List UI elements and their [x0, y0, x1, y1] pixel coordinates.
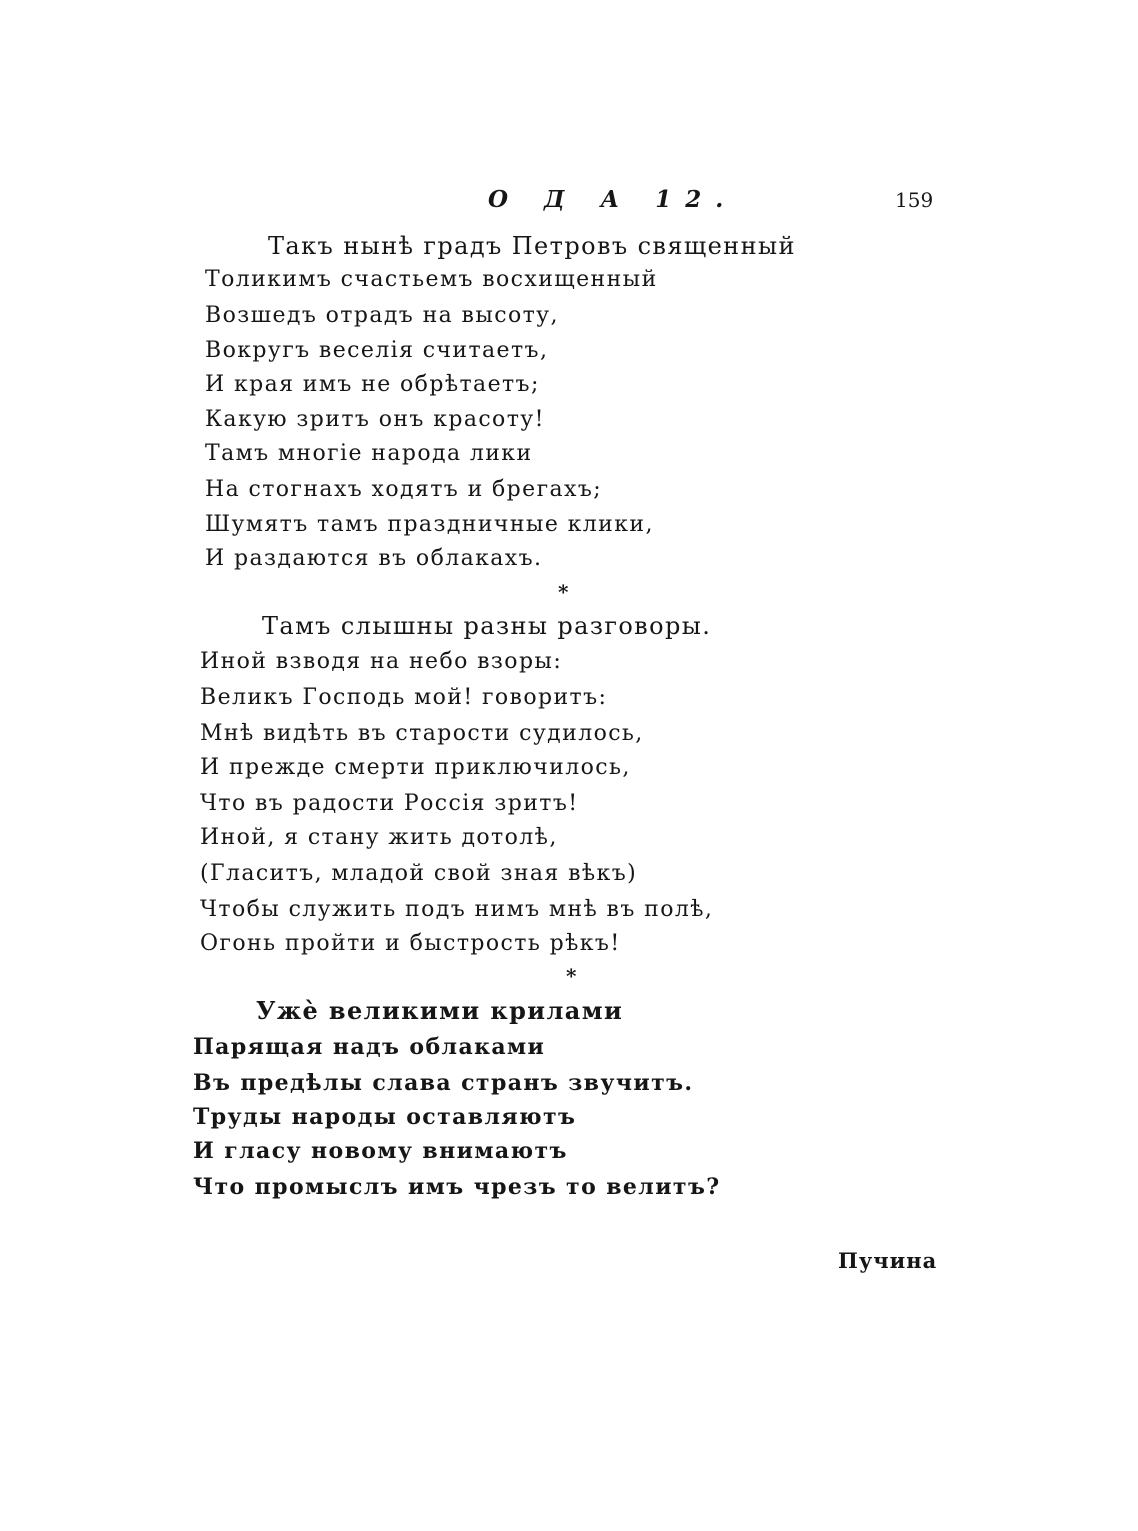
verse-line: (Гласитъ, младой свой зная вѣкъ)	[200, 861, 638, 886]
stanza-separator: *	[566, 964, 577, 988]
verse-line: Въ предѣлы слава странъ звучитъ.	[193, 1070, 694, 1096]
verse-line: Тамъ многіе народа лики	[205, 441, 533, 466]
verse-line: Иной, я стану жить дотолѣ,	[200, 825, 558, 850]
verse-line: Тамъ слышны разны разговоры.	[262, 612, 712, 640]
verse-line: Мнѣ видѣть въ старости судилось,	[200, 721, 644, 746]
verse-line: На стогнахъ ходятъ и брегахъ;	[205, 477, 603, 502]
verse-line: Какую зритъ онъ красоту!	[205, 407, 545, 432]
verse-line: Огонь пройти и быстрость рѣкъ!	[200, 931, 621, 956]
verse-line: И края имъ не обрѣтаетъ;	[205, 372, 540, 397]
stanza-separator: *	[558, 580, 569, 604]
verse-line: Чтобы служить подъ нимъ мнѣ въ полѣ,	[200, 897, 714, 922]
verse-line: Шумятъ тамъ праздничные клики,	[205, 512, 654, 537]
verse-line: И прежде смерти приключилось,	[200, 755, 631, 780]
verse-line: Что въ радости Россія зритъ!	[200, 791, 579, 816]
verse-line: Иной взводя на небо взоры:	[200, 649, 563, 674]
verse-line: И раздаются въ облакахъ.	[205, 546, 543, 571]
page-number: 159	[895, 188, 934, 212]
catchword: Пучина	[838, 1248, 938, 1273]
verse-line: Великъ Господь мой! говоритъ:	[200, 685, 608, 710]
running-title: О Д А 12.	[488, 186, 738, 213]
verse-line: Толикимъ счастьемъ восхищенный	[205, 267, 658, 292]
verse-line: Что промыслъ имъ чрезъ то велитъ?	[193, 1174, 721, 1200]
verse-line: Ужѐ великими крилами	[256, 996, 624, 1025]
verse-line: Такъ нынѣ градъ Петровъ священный	[268, 232, 796, 260]
verse-line: Парящая надъ облаками	[193, 1034, 546, 1060]
verse-line: И гласу новому внимаютъ	[193, 1138, 568, 1164]
verse-line: Возшедъ отрадъ на высоту,	[205, 303, 559, 328]
verse-line: Труды народы оставляютъ	[193, 1104, 577, 1130]
verse-line: Вокругъ веселія считаетъ,	[205, 338, 549, 363]
